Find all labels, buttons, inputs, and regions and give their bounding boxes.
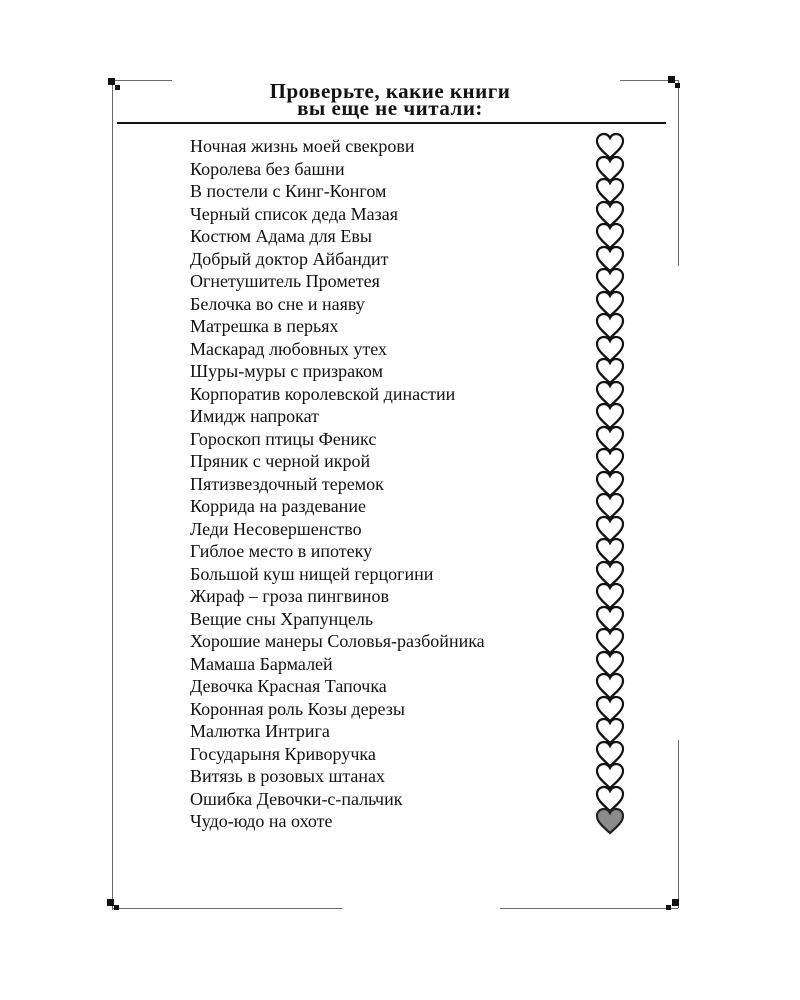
list-item (0, 450, 800, 473)
list-item (0, 495, 800, 518)
list-item (0, 293, 800, 316)
title-divider (117, 122, 666, 124)
frame-top-left-edge (112, 80, 172, 81)
book-title: Витязь в розовых штанах (190, 766, 386, 786)
frame-bottom-edge (112, 908, 342, 909)
book-title: Мамаша Бармалей (190, 653, 333, 674)
book-title: Жираф – гроза пингвинов (190, 586, 389, 606)
list-item (0, 428, 800, 451)
list-item (0, 270, 800, 293)
book-checklist (0, 135, 800, 833)
list-item (0, 225, 800, 248)
list-item (0, 630, 800, 653)
list-item (0, 315, 800, 338)
book-title: Шуры-муры с призраком (190, 361, 383, 381)
book-title: Ночная жизнь моей свекрови (190, 136, 415, 156)
list-item (0, 473, 800, 496)
list-item (0, 788, 800, 811)
list-item (0, 765, 800, 788)
book-title: Большой куш нищей герцогини (190, 563, 434, 584)
book-title: Хорошие манеры Соловья-разбойника (190, 631, 485, 651)
list-item (0, 248, 800, 271)
corner-mark-bottom-right (672, 899, 679, 906)
page-title-line-2: вы еще не читали: (297, 96, 483, 120)
list-item (0, 720, 800, 743)
list-item (0, 158, 800, 181)
book-title: Костюм Адама для Евы (190, 226, 372, 246)
book-title: Коронная роль Козы дерезы (190, 698, 405, 719)
book-title: Добрый доктор Айбандит (190, 248, 389, 269)
book-title: Гороскоп птицы Феникс (190, 428, 377, 449)
book-title: Королева без башни (190, 158, 345, 179)
book-title: Гиблое место в ипотеку (190, 541, 373, 561)
book-title: Девочка Красная Тапочка (190, 676, 387, 696)
list-item (0, 810, 800, 833)
list-item (0, 518, 800, 541)
list-item (0, 675, 800, 698)
corner-mark-bottom-left (107, 899, 114, 906)
corner-mark-bottom-left-inner (114, 905, 119, 910)
list-item (0, 135, 800, 158)
book-title: Белочка во сне и наяву (190, 293, 365, 314)
list-item (0, 203, 800, 226)
book-title: Маскарад любовных утех (190, 338, 388, 359)
book-title: Чудо-юдо на охоте (190, 811, 333, 831)
book-title: Ошибка Девочки-с-пальчик (190, 788, 403, 809)
page-title (110, 79, 670, 120)
book-title: Огнетушитель Прометея (190, 271, 380, 291)
heart-filled-icon[interactable] (595, 807, 625, 835)
corner-mark-top-right-inner (675, 83, 680, 88)
list-item (0, 653, 800, 676)
list-item (0, 360, 800, 383)
corner-mark-bottom-right-inner (666, 905, 671, 910)
list-item (0, 405, 800, 428)
list-item (0, 698, 800, 721)
list-item (0, 585, 800, 608)
list-item (0, 563, 800, 586)
page-title-line-1: Проверьте, какие книги (269, 79, 511, 103)
book-title: Матрешка в перьях (190, 316, 339, 336)
book-title: Пятизвездочный теремок (190, 473, 384, 494)
corner-mark-top-right (668, 76, 675, 83)
list-item (0, 180, 800, 203)
list-item (0, 608, 800, 631)
book-title: Имидж напрокат (190, 406, 319, 426)
list-item (0, 383, 800, 406)
book-title: Вещие сны Храпунцель (190, 608, 374, 629)
book-title: В постели с Кинг-Конгом (190, 181, 387, 201)
book-title: Коррида на раздевание (190, 496, 366, 516)
book-title: Корпоратив королевской династии (190, 383, 456, 404)
book-title: Леди Несовершенство (190, 518, 362, 539)
list-item (0, 743, 800, 766)
list-item (0, 338, 800, 361)
book-title: Черный список деда Мазая (190, 203, 398, 224)
frame-bottom-edge-right (500, 908, 678, 909)
book-title: Пряник с черной икрой (190, 451, 371, 471)
list-item (0, 540, 800, 563)
book-title: Государыня Криворучка (190, 743, 376, 764)
book-title: Малютка Интрига (190, 721, 330, 741)
